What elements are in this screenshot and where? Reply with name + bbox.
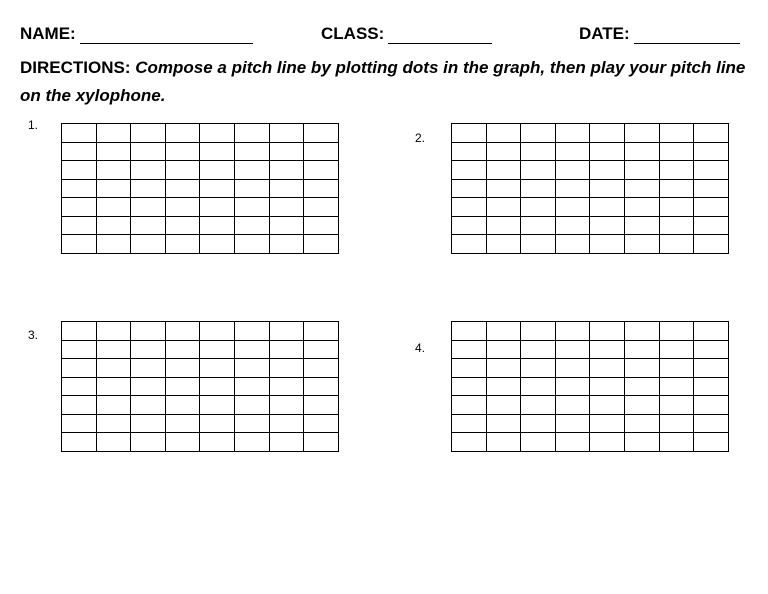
grid-cell[interactable] <box>200 322 235 341</box>
grid-cell[interactable] <box>234 359 269 378</box>
grid-cell[interactable] <box>555 142 590 161</box>
grid-cell[interactable] <box>486 322 521 341</box>
grid-cell[interactable] <box>590 124 625 143</box>
grid-cell[interactable] <box>624 179 659 198</box>
grid-cell[interactable] <box>659 124 694 143</box>
grid-cell[interactable] <box>131 179 166 198</box>
grid-cell[interactable] <box>269 179 304 198</box>
grid-cell[interactable] <box>659 396 694 415</box>
grid-row <box>62 359 339 378</box>
grid-cell[interactable] <box>486 124 521 143</box>
grid-cell[interactable] <box>62 124 97 143</box>
grid-cell[interactable] <box>555 340 590 359</box>
grid-row <box>62 142 339 161</box>
grid-cell[interactable] <box>165 359 200 378</box>
grid-cell[interactable] <box>624 414 659 433</box>
grid-cell[interactable] <box>659 414 694 433</box>
grid-cell[interactable] <box>96 377 131 396</box>
grid-cell[interactable] <box>555 235 590 254</box>
grid-cell[interactable] <box>590 414 625 433</box>
grid-cell[interactable] <box>452 414 487 433</box>
grid-cell[interactable] <box>486 377 521 396</box>
grid-cell[interactable] <box>62 161 97 180</box>
grid-cell[interactable] <box>304 142 339 161</box>
grid-row <box>452 142 729 161</box>
grid-cell[interactable] <box>234 340 269 359</box>
grid-cell[interactable] <box>269 198 304 217</box>
grid-cell[interactable] <box>521 179 556 198</box>
grid-cell[interactable] <box>521 142 556 161</box>
grid-cell[interactable] <box>304 359 339 378</box>
grid-cell[interactable] <box>96 359 131 378</box>
grid-cell[interactable] <box>234 142 269 161</box>
grid-cell[interactable] <box>62 322 97 341</box>
grid-cell[interactable] <box>624 216 659 235</box>
grid-cell[interactable] <box>131 414 166 433</box>
grid-row <box>62 179 339 198</box>
grid-cell[interactable] <box>131 377 166 396</box>
grid-cell[interactable] <box>200 433 235 452</box>
class-label: CLASS: <box>321 24 385 43</box>
grid-cell[interactable] <box>96 414 131 433</box>
grid-cell[interactable] <box>165 142 200 161</box>
grid-row <box>452 124 729 143</box>
graph-number-2: 2. <box>415 131 426 145</box>
grid-cell[interactable] <box>624 340 659 359</box>
date-label: DATE: <box>579 24 630 43</box>
grid-cell[interactable] <box>62 142 97 161</box>
graph-number-3: 3. <box>28 328 39 342</box>
grid-row <box>452 235 729 254</box>
grid-cell[interactable] <box>200 340 235 359</box>
graph-number-4: 4. <box>415 341 426 355</box>
grid-cell[interactable] <box>555 414 590 433</box>
grid-cell[interactable] <box>486 161 521 180</box>
grid-cell[interactable] <box>165 340 200 359</box>
grid-cell[interactable] <box>590 216 625 235</box>
grid-cell[interactable] <box>131 161 166 180</box>
grid-cell[interactable] <box>555 161 590 180</box>
grid-cell[interactable] <box>234 377 269 396</box>
grid-cell[interactable] <box>590 340 625 359</box>
name-label: NAME: <box>20 24 76 43</box>
grid-cell[interactable] <box>165 235 200 254</box>
grid-cell[interactable] <box>62 359 97 378</box>
grid-cell[interactable] <box>304 216 339 235</box>
grid-cell[interactable] <box>659 433 694 452</box>
grid-cell[interactable] <box>96 179 131 198</box>
pitch-grid-2[interactable] <box>451 123 729 254</box>
grid-row <box>62 161 339 180</box>
grid-cell[interactable] <box>590 142 625 161</box>
grid-cell[interactable] <box>452 216 487 235</box>
grid-cell[interactable] <box>234 179 269 198</box>
grid-cell[interactable] <box>62 433 97 452</box>
grid-cell[interactable] <box>659 161 694 180</box>
grid-cell[interactable] <box>521 377 556 396</box>
grid-cell[interactable] <box>131 340 166 359</box>
grid-cell[interactable] <box>96 198 131 217</box>
grid-cell[interactable] <box>234 235 269 254</box>
grid-cell[interactable] <box>96 340 131 359</box>
grid-cell[interactable] <box>62 396 97 415</box>
grid-cell[interactable] <box>694 161 729 180</box>
grid-cell[interactable] <box>131 142 166 161</box>
grid-cell[interactable] <box>96 124 131 143</box>
grid-cell[interactable] <box>165 198 200 217</box>
grid-row <box>62 340 339 359</box>
grid-cell[interactable] <box>234 124 269 143</box>
grid-cell[interactable] <box>694 433 729 452</box>
grid-cell[interactable] <box>555 179 590 198</box>
pitch-grid-3[interactable] <box>61 321 339 452</box>
grid-cell[interactable] <box>590 322 625 341</box>
grid-cell[interactable] <box>694 179 729 198</box>
grid-cell[interactable] <box>555 198 590 217</box>
grid-row <box>62 377 339 396</box>
grid-cell[interactable] <box>486 179 521 198</box>
grid-cell[interactable] <box>624 322 659 341</box>
grid-cell[interactable] <box>304 235 339 254</box>
class-field <box>321 20 492 44</box>
grid-cell[interactable] <box>96 235 131 254</box>
grid-cell[interactable] <box>486 216 521 235</box>
grid-cell[interactable] <box>694 235 729 254</box>
grid-cell[interactable] <box>62 216 97 235</box>
grid-row <box>452 377 729 396</box>
grid-cell[interactable] <box>521 124 556 143</box>
grid-cell[interactable] <box>234 396 269 415</box>
grid-cell[interactable] <box>304 124 339 143</box>
grid-cell[interactable] <box>452 396 487 415</box>
grid-cell[interactable] <box>486 414 521 433</box>
grid-cell[interactable] <box>624 235 659 254</box>
grid-cell[interactable] <box>521 359 556 378</box>
grid-cell[interactable] <box>624 124 659 143</box>
grid-row <box>452 322 729 341</box>
grid-cell[interactable] <box>96 216 131 235</box>
pitch-grid-1[interactable] <box>61 123 339 254</box>
grid-cell[interactable] <box>659 198 694 217</box>
grid-cell[interactable] <box>200 396 235 415</box>
grid-cell[interactable] <box>165 161 200 180</box>
grid-cell[interactable] <box>62 179 97 198</box>
grid-cell[interactable] <box>304 414 339 433</box>
date-field <box>579 20 740 44</box>
grid-cell[interactable] <box>590 433 625 452</box>
pitch-grid-4[interactable] <box>451 321 729 452</box>
grid-row <box>62 235 339 254</box>
grid-cell[interactable] <box>200 377 235 396</box>
grid-cell[interactable] <box>131 124 166 143</box>
grid-cell[interactable] <box>131 198 166 217</box>
grid-cell[interactable] <box>234 198 269 217</box>
grid-cell[interactable] <box>486 340 521 359</box>
grid-cell[interactable] <box>131 433 166 452</box>
grid-cell[interactable] <box>555 322 590 341</box>
grid-cell[interactable] <box>521 322 556 341</box>
grid-cell[interactable] <box>452 179 487 198</box>
grid-row <box>62 124 339 143</box>
grid-row <box>62 198 339 217</box>
grid-cell[interactable] <box>694 216 729 235</box>
grid-row <box>62 433 339 452</box>
grid-cell[interactable] <box>131 396 166 415</box>
grid-cell[interactable] <box>304 161 339 180</box>
grid-cell[interactable] <box>165 124 200 143</box>
grid-cell[interactable] <box>590 377 625 396</box>
grid-cell[interactable] <box>452 359 487 378</box>
grid-row <box>452 359 729 378</box>
grid-cell[interactable] <box>659 235 694 254</box>
grid-cell[interactable] <box>624 161 659 180</box>
grid-cell[interactable] <box>521 235 556 254</box>
grid-cell[interactable] <box>452 235 487 254</box>
grid-cell[interactable] <box>486 359 521 378</box>
grid-cell[interactable] <box>304 322 339 341</box>
grid-cell[interactable] <box>555 124 590 143</box>
grid-cell[interactable] <box>452 433 487 452</box>
grid-cell[interactable] <box>486 433 521 452</box>
grid-cell[interactable] <box>694 142 729 161</box>
grid-cell[interactable] <box>269 396 304 415</box>
grid-cell[interactable] <box>200 161 235 180</box>
grid-cell[interactable] <box>131 216 166 235</box>
grid-cell[interactable] <box>304 396 339 415</box>
grid-cell[interactable] <box>452 124 487 143</box>
grid-cell[interactable] <box>165 216 200 235</box>
grid-cell[interactable] <box>486 235 521 254</box>
grid-cell[interactable] <box>694 322 729 341</box>
grid-cell[interactable] <box>234 161 269 180</box>
grid-cell[interactable] <box>452 198 487 217</box>
grid-cell[interactable] <box>234 322 269 341</box>
grid-cell[interactable] <box>269 124 304 143</box>
grid-cell[interactable] <box>521 396 556 415</box>
grid-cell[interactable] <box>200 124 235 143</box>
grid-cell[interactable] <box>694 359 729 378</box>
grid-cell[interactable] <box>555 433 590 452</box>
grid-row <box>452 396 729 415</box>
grid-cell[interactable] <box>62 198 97 217</box>
grid-cell[interactable] <box>624 359 659 378</box>
grid-cell[interactable] <box>521 414 556 433</box>
grid-cell[interactable] <box>590 179 625 198</box>
grid-cell[interactable] <box>659 142 694 161</box>
grid-cell[interactable] <box>304 179 339 198</box>
grid-cell[interactable] <box>624 377 659 396</box>
grid-cell[interactable] <box>590 198 625 217</box>
grid-cell[interactable] <box>62 414 97 433</box>
grid-cell[interactable] <box>521 340 556 359</box>
grid-cell[interactable] <box>269 340 304 359</box>
grid-cell[interactable] <box>62 235 97 254</box>
grid-cell[interactable] <box>131 322 166 341</box>
grid-cell[interactable] <box>590 235 625 254</box>
grid-cell[interactable] <box>452 377 487 396</box>
grid-cell[interactable] <box>200 179 235 198</box>
grid-row <box>452 179 729 198</box>
grid-cell[interactable] <box>165 396 200 415</box>
grid-cell[interactable] <box>659 216 694 235</box>
grid-cell[interactable] <box>694 396 729 415</box>
grid-cell[interactable] <box>452 161 487 180</box>
grid-cell[interactable] <box>659 179 694 198</box>
grid-cell[interactable] <box>96 322 131 341</box>
grid-cell[interactable] <box>200 235 235 254</box>
name-field <box>20 20 253 44</box>
grid-cell[interactable] <box>659 359 694 378</box>
grid-cell[interactable] <box>304 433 339 452</box>
grid-cell[interactable] <box>165 433 200 452</box>
grid-cell[interactable] <box>521 161 556 180</box>
grid-cell[interactable] <box>304 198 339 217</box>
grid-cell[interactable] <box>521 433 556 452</box>
grid-cell[interactable] <box>96 161 131 180</box>
grid-cell[interactable] <box>694 414 729 433</box>
grid-row <box>452 198 729 217</box>
grid-cell[interactable] <box>200 414 235 433</box>
grid-cell[interactable] <box>234 216 269 235</box>
grid-cell[interactable] <box>269 322 304 341</box>
grid-row <box>452 216 729 235</box>
grid-cell[interactable] <box>269 235 304 254</box>
grid-cell[interactable] <box>269 414 304 433</box>
grid-cell[interactable] <box>304 340 339 359</box>
grid-cell[interactable] <box>165 179 200 198</box>
grid-cell[interactable] <box>200 216 235 235</box>
graph-number-1: 1. <box>28 118 39 132</box>
grid-cell[interactable] <box>269 142 304 161</box>
grid-cell[interactable] <box>694 377 729 396</box>
grid-cell[interactable] <box>165 414 200 433</box>
grid-cell[interactable] <box>590 161 625 180</box>
grid-cell[interactable] <box>165 322 200 341</box>
grid-cell[interactable] <box>452 340 487 359</box>
grid-row <box>452 433 729 452</box>
grid-cell[interactable] <box>555 377 590 396</box>
grid-cell[interactable] <box>200 198 235 217</box>
grid-cell[interactable] <box>452 142 487 161</box>
directions <box>20 54 750 110</box>
grid-cell[interactable] <box>62 340 97 359</box>
grid-row <box>62 322 339 341</box>
grid-cell[interactable] <box>659 377 694 396</box>
grid-cell[interactable] <box>96 142 131 161</box>
grid-cell[interactable] <box>486 396 521 415</box>
grid-cell[interactable] <box>590 359 625 378</box>
grid-cell[interactable] <box>96 396 131 415</box>
grid-cell[interactable] <box>555 216 590 235</box>
grid-cell[interactable] <box>694 198 729 217</box>
date-blank[interactable] <box>634 25 740 44</box>
grid-cell[interactable] <box>486 198 521 217</box>
grid-cell[interactable] <box>486 142 521 161</box>
grid-cell[interactable] <box>269 161 304 180</box>
grid-cell[interactable] <box>452 322 487 341</box>
grid-cell[interactable] <box>624 433 659 452</box>
grid-cell[interactable] <box>694 340 729 359</box>
grid-cell[interactable] <box>624 198 659 217</box>
grid-cell[interactable] <box>590 396 625 415</box>
grid-cell[interactable] <box>234 414 269 433</box>
grid-cell[interactable] <box>659 340 694 359</box>
grid-cell[interactable] <box>131 235 166 254</box>
directions-text: Compose a pitch line by plotting dots in the graph, then play your pitch line on the xylophone. <box>20 58 746 105</box>
grid-row <box>452 161 729 180</box>
grid-cell[interactable] <box>269 359 304 378</box>
grid-cell[interactable] <box>269 377 304 396</box>
grid-cell[interactable] <box>555 396 590 415</box>
name-blank[interactable] <box>80 25 253 44</box>
grid-cell[interactable] <box>624 396 659 415</box>
grid-cell[interactable] <box>234 433 269 452</box>
grid-row <box>452 340 729 359</box>
grid-cell[interactable] <box>521 216 556 235</box>
grid-cell[interactable] <box>521 198 556 217</box>
grid-cell[interactable] <box>269 433 304 452</box>
grid-row <box>62 216 339 235</box>
grid-cell[interactable] <box>131 359 166 378</box>
grid-cell[interactable] <box>62 377 97 396</box>
grid-cell[interactable] <box>200 142 235 161</box>
grid-cell[interactable] <box>304 377 339 396</box>
grid-cell[interactable] <box>694 124 729 143</box>
grid-cell[interactable] <box>269 216 304 235</box>
grid-cell[interactable] <box>96 433 131 452</box>
grid-cell[interactable] <box>624 142 659 161</box>
class-blank[interactable] <box>388 25 492 44</box>
grid-row <box>62 396 339 415</box>
directions-label: DIRECTIONS: <box>20 58 131 77</box>
grid-row <box>62 414 339 433</box>
grid-cell[interactable] <box>165 377 200 396</box>
grid-row <box>452 414 729 433</box>
grid-cell[interactable] <box>200 359 235 378</box>
grid-cell[interactable] <box>555 359 590 378</box>
grid-cell[interactable] <box>659 322 694 341</box>
